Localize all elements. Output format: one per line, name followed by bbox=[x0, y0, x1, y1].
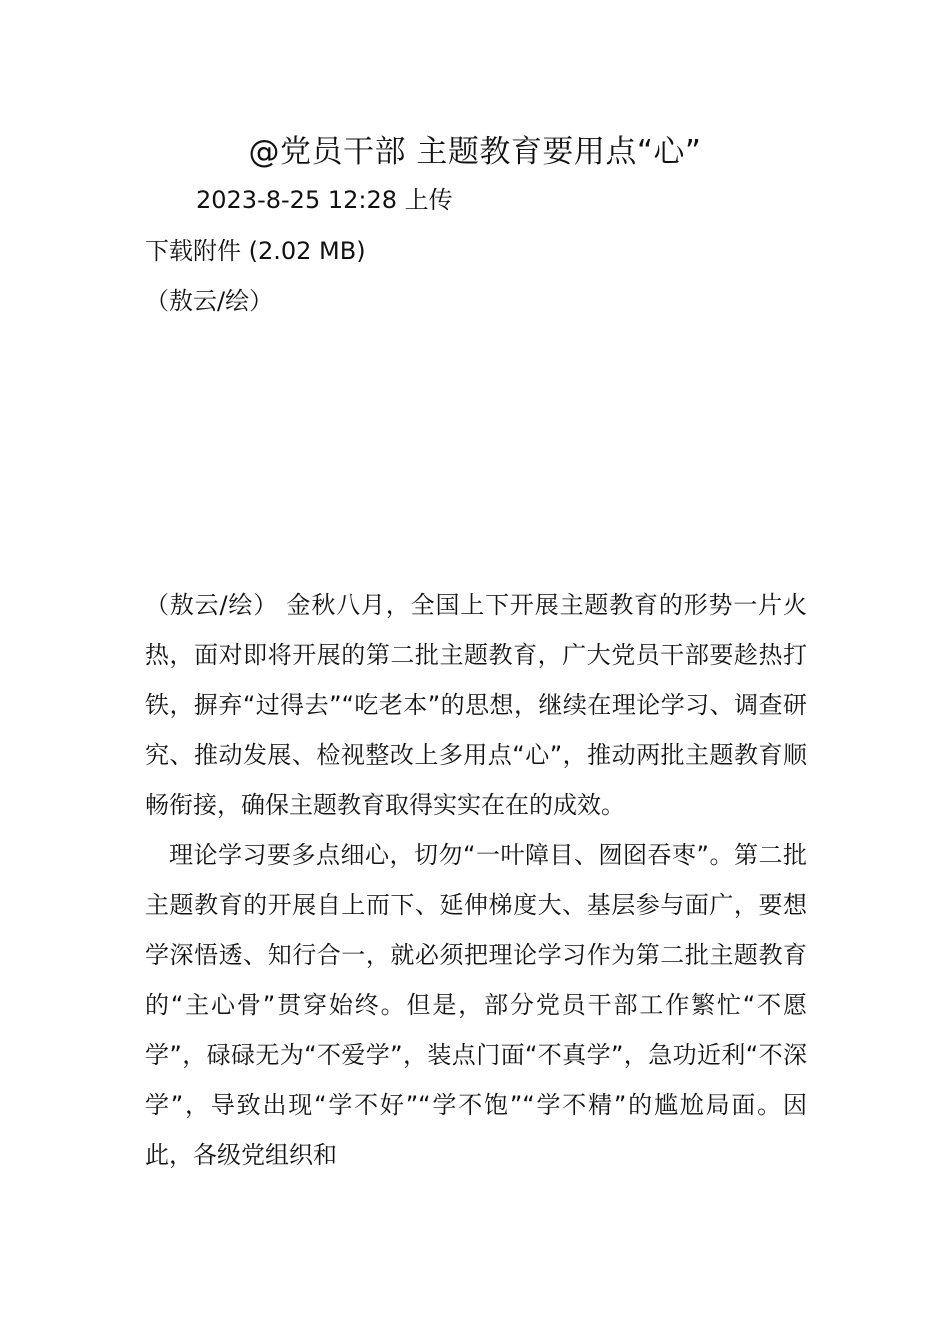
body-paragraph-2: 理论学习要多点细心，切勿“一叶障目、囫囵吞枣”。第二批主题教育的开展自上而下、延伸梯度大、基层参与面广，要想学深悟透、知行合一，就必须把理论学习作为第二批主题教育的“主心骨”贯穿始终。但是，部分党员干部工作繁忙“不愿学”，碌碌无为“不爱学”，装点门面“不真学”，急功近利“不深学”，导致出现“学不好”“学不饱”“学不精”的尴尬局面。因此，各级党组织和 bbox=[145, 841, 807, 1169]
body-paragraph-1: （敖云/绘） 金秋八月，全国上下开展主题教育的形势一片火热，面对即将开展的第二批主题教育，广大党员干部要趁热打铁，摒弃“过得去”“吃老本”的思想，继续在理论学习、调查研究、推动发展、检视整改上多用点“心”，推动两批主题教育顺畅衔接，确保主题教育取得实实在在的成效。 bbox=[145, 591, 807, 819]
image-credit: （敖云/绘） bbox=[145, 287, 274, 315]
illustration-placeholder bbox=[145, 330, 807, 570]
upload-timestamp: 2023-8-25 12:28 上传 bbox=[196, 186, 453, 214]
download-attachment-link[interactable]: 下载附件 (2.02 MB) bbox=[145, 237, 366, 265]
article-body bbox=[145, 580, 807, 1180]
article-title: @党员干部 主题教育要用点“心” bbox=[248, 134, 702, 170]
